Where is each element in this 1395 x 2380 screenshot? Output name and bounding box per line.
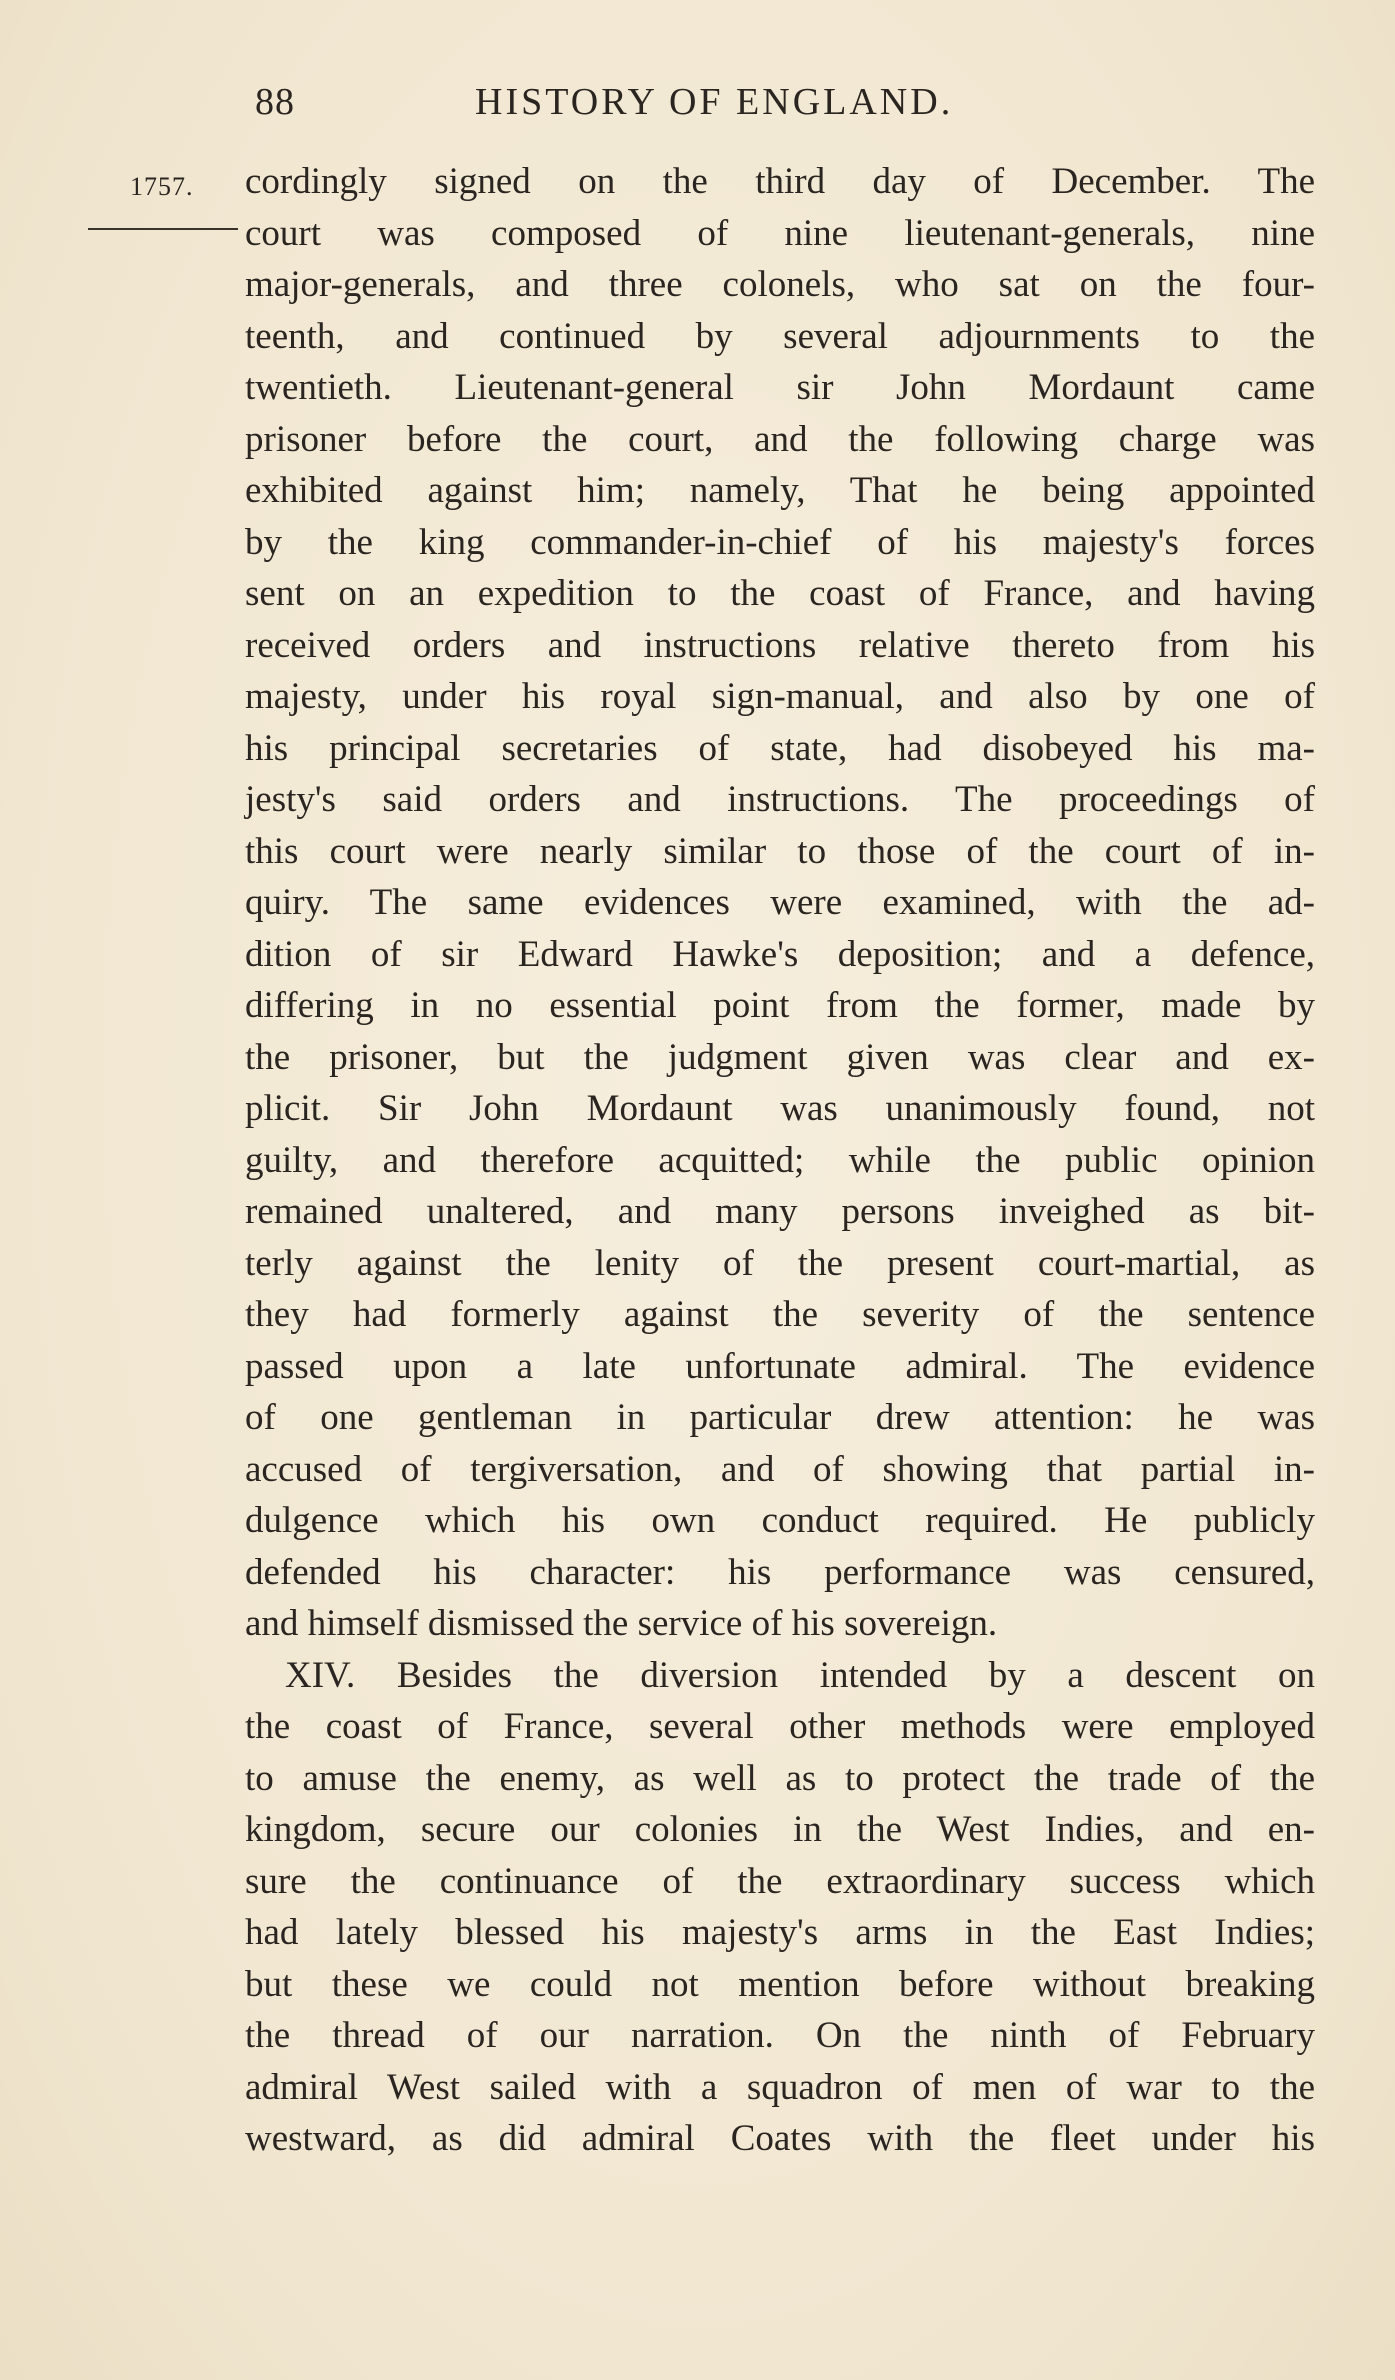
text-line: passed upon a late unfortunate admiral. The evidence xyxy=(245,1345,1315,1387)
body-text xyxy=(245,156,1315,2165)
text-line: exhibited against him; namely, That he being appointed xyxy=(245,470,1315,511)
text-line: the prisoner, but the judgment given was clear and ex- xyxy=(245,1036,1315,1078)
text-line: received orders and instructions relative thereto from his xyxy=(245,624,1315,666)
margin-rule xyxy=(88,228,238,230)
text-line: kingdom, secure our colonies in the West Indies, and en- xyxy=(245,1809,1315,1850)
text-line: dulgence which his own conduct required. He publicly xyxy=(245,1500,1315,1541)
text-line: guilty, and therefore acquitted; while the public opinion xyxy=(245,1139,1315,1181)
section-start-line: XIV. Besides the diversion intended by a descent on xyxy=(285,1654,1315,1696)
text-line: differing in no essential point from the former, made by xyxy=(245,985,1315,1026)
paragraph-last-line: and himself dismissed the service of his sovereign. xyxy=(245,1603,998,1644)
text-line: to amuse the enemy, as well as to protect the trade of the xyxy=(245,1757,1315,1799)
margin-year: 1757. xyxy=(130,172,194,201)
text-line: quiry. The same evidences were examined, with the ad- xyxy=(245,882,1315,923)
text-line: the thread of our narration. On the ninth of February xyxy=(245,2015,1315,2056)
text-line: they had formerly against the severity of the sentence xyxy=(245,1294,1315,1335)
text-line: sent on an expedition to the coast of France, and having xyxy=(245,573,1315,614)
text-line: had lately blessed his majesty's arms in the East Indies; xyxy=(245,1912,1315,1953)
text-line: admiral West sailed with a squadron of men of war to the xyxy=(245,2066,1315,2108)
text-line: plicit. Sir John Mordaunt was unanimously found, not xyxy=(245,1088,1315,1129)
text-line: prisoner before the court, and the following charge was xyxy=(245,418,1315,460)
text-line: but these we could not mention before without breaking xyxy=(245,1963,1315,2005)
text-line: accused of tergiversation, and of showing that partial in- xyxy=(245,1448,1315,1490)
page-header xyxy=(255,80,1095,130)
text-line: dition of sir Edward Hawke's deposition; and a defence, xyxy=(245,933,1315,975)
text-line: major-generals, and three colonels, who sat on the four- xyxy=(245,264,1315,305)
text-line: remained unaltered, and many persons inveighed as bit- xyxy=(245,1191,1315,1232)
text-line: sure the continuance of the extraordinary success which xyxy=(245,1860,1315,1902)
page-number: 88 xyxy=(255,81,295,123)
text-line: the coast of France, several other methods were employed xyxy=(245,1706,1315,1747)
text-line: court was composed of nine lieutenant-generals, nine xyxy=(245,212,1315,254)
text-line: of one gentleman in particular drew attention: he was xyxy=(245,1397,1315,1438)
text-line: teenth, and continued by several adjournments to the xyxy=(245,315,1315,357)
running-title: HISTORY OF ENGLAND. xyxy=(475,81,954,123)
text-line: majesty, under his royal sign-manual, and also by one of xyxy=(245,676,1315,717)
text-line: by the king commander-in-chief of his majesty's forces xyxy=(245,521,1315,563)
text-line: terly against the lenity of the present court-martial, as xyxy=(245,1242,1315,1284)
text-line: westward, as did admiral Coates with the fleet under his xyxy=(245,2118,1315,2159)
text-line: cordingly signed on the third day of December. The xyxy=(245,161,1315,202)
text-line: jesty's said orders and instructions. The proceedings of xyxy=(245,779,1315,820)
text-line: this court were nearly similar to those of the court of in- xyxy=(245,830,1315,872)
text-line: his principal secretaries of state, had disobeyed his ma- xyxy=(245,727,1315,769)
text-line: twentieth. Lieutenant-general sir John Mordaunt came xyxy=(245,367,1315,408)
text-line: defended his character: his performance was censured, xyxy=(245,1551,1315,1593)
